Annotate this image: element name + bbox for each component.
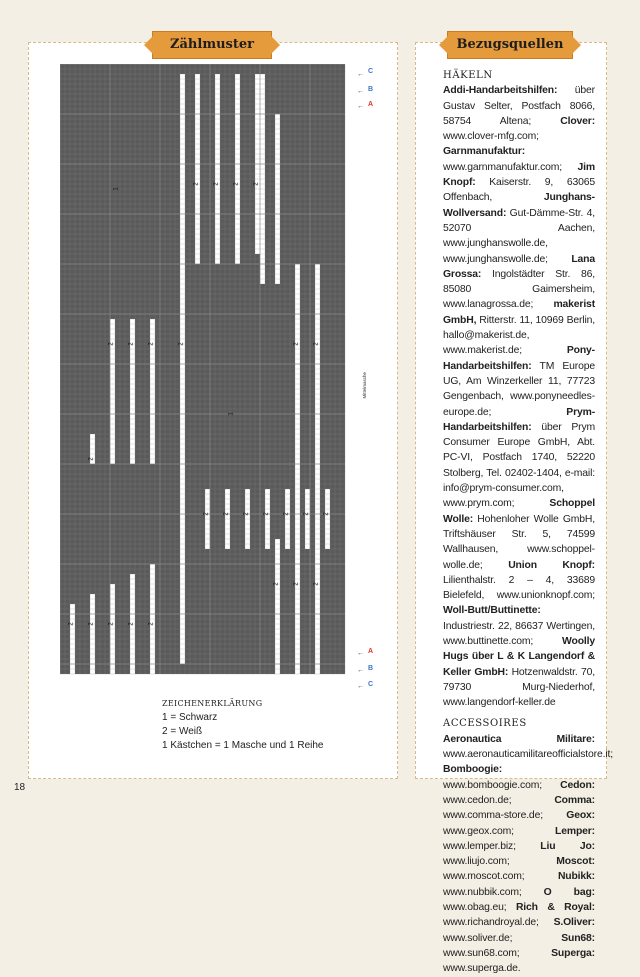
chart-symbol: 2 <box>68 622 75 626</box>
supplier-details: www.sun68.com; <box>443 947 552 959</box>
supplier-name: S.Oliver: <box>553 917 595 929</box>
legend-title: ZEICHENERKLÄRUNG <box>162 699 263 708</box>
chart-symbol: 2 <box>88 622 95 626</box>
supplier-name: Moscot: <box>556 856 595 868</box>
section-body <box>443 83 595 710</box>
row-marker-top-c: C <box>368 68 374 75</box>
supplier-details: Ingolstädter Str. 86, 85080 Gaimersheim, www.lanagrossa.de; <box>443 268 595 311</box>
supplier-name: Schoppel Wolle: <box>443 498 595 525</box>
supplier-name: Rich & Royal: <box>515 902 595 914</box>
supplier-name: Comma: <box>554 794 595 806</box>
row-arrow-icon: ← <box>357 667 364 674</box>
supplier-name: Cedon: <box>560 779 595 791</box>
chart-symbol: 2 <box>108 622 115 626</box>
supplier-name: Superga: <box>551 947 595 959</box>
supplier-name: Addi-Handarbeitshilfen: <box>443 85 558 97</box>
white-stitch-column <box>315 539 320 674</box>
chart-banner: Zählmuster <box>152 31 272 59</box>
supplier-details: Gut-Dämme-Str. 4, 52070 Aachen, www.junghanswolle.de, www.junghanswolle.de; <box>443 207 595 265</box>
middle-stitch-label: Mittelmasche <box>362 372 367 399</box>
supplier-details: www.obag.eu; <box>443 902 516 914</box>
white-stitch-column <box>130 319 135 464</box>
chart-symbol: 2 <box>193 182 200 186</box>
supplier-name: Nubikk: <box>557 871 595 883</box>
chart-symbol: 2 <box>323 512 330 516</box>
supplier-list <box>443 68 613 977</box>
chart-symbol: 2 <box>213 182 220 186</box>
chart-symbol: 2 <box>293 582 300 586</box>
supplier-name: Pony-Handarbeitshilfen: <box>443 345 595 372</box>
page-number: 18 <box>14 782 26 793</box>
supplier-details: www.lemper.biz; <box>443 840 541 852</box>
supplier-details: www.soliver.de; <box>443 932 562 944</box>
chart-symbol: 2 <box>223 512 230 516</box>
supplier-details: www.bomboogie.com; <box>443 779 561 791</box>
chart-symbol: 2 <box>233 182 240 186</box>
supplier-name: Union Knopf: <box>508 559 595 571</box>
row-marker-bottom-b: B <box>368 665 374 672</box>
supplier-name: Woolly Hugs über L & K Langendorf & Keller GmbH: <box>443 635 595 678</box>
supplier-name: Lana Grossa: <box>443 253 595 280</box>
supplier-details: Industriestr. 22, 86637 Wertingen, www.buttinette.com; <box>443 620 595 647</box>
chart-symbol: 2 <box>178 342 185 346</box>
white-stitch-column <box>110 319 115 464</box>
row-arrow-icon: ← <box>357 71 364 78</box>
supplier-details: über Gustav Selter, Postfach 8066, 58754 Altena; <box>443 85 595 127</box>
chart-symbol: 2 <box>253 182 260 186</box>
chart-symbol: 1 <box>113 187 120 191</box>
supplier-details: www.nubbik.com; <box>443 886 544 898</box>
supplier-details: www.aeronauticamilitareofficialstore.it; <box>443 749 613 761</box>
row-marker-bottom-a: A <box>368 648 374 655</box>
white-stitch-column <box>295 539 300 674</box>
supplier-name: makerist GmbH, <box>443 299 595 326</box>
supplier-details: Lilienthalstr. 2 – 4, 33689 Bielefeld, www.unionknopf.com; <box>443 574 595 602</box>
supplier-details: www.moscot.com; <box>443 871 558 883</box>
supplier-name: Sun68: <box>561 932 595 944</box>
legend-line: 2 = Weiß <box>162 726 203 737</box>
supplier-details: Hotzenwaldstr. 70, 79730 Murg-Niederhof, www.langendorf-keller.de <box>443 666 595 709</box>
chart-symbol: 2 <box>128 342 135 346</box>
chart-symbol: 2 <box>313 582 320 586</box>
white-stitch-column <box>275 539 280 674</box>
row-arrow-icon: ← <box>357 683 364 690</box>
supplier-details: www.comma-store.de; <box>443 810 567 822</box>
chart-symbol: 2 <box>243 512 250 516</box>
supplier-details: Ritterstr. 11, 10969 Berlin, hallo@makerist.de, www.makerist.de; <box>443 314 595 357</box>
chart-symbol: 2 <box>313 342 320 346</box>
supplier-details: www.richandroyal.de; <box>443 917 554 929</box>
chart-symbol: 2 <box>128 622 135 626</box>
chart-symbol: 2 <box>263 512 270 516</box>
chart-symbol: 2 <box>88 457 95 461</box>
chart-symbol: 2 <box>273 582 280 586</box>
supplier-details: www.geox.com; <box>443 825 556 837</box>
supplier-details: www.superga.de. <box>443 963 521 975</box>
section-body <box>443 732 613 977</box>
supplier-name: Bomboogie: <box>443 764 503 776</box>
chart-symbol: 2 <box>283 512 290 516</box>
white-stitch-column <box>315 264 320 549</box>
chart-symbol: 2 <box>148 342 155 346</box>
supplier-name: Jim Knopf: <box>443 161 595 189</box>
supplier-name: Clover: <box>560 115 595 127</box>
row-marker-bottom-c: C <box>368 681 374 688</box>
supplier-name: Prym-Handarbeitshilfen: <box>443 406 595 433</box>
supplier-name: Junghans-Wollversand: <box>443 192 595 219</box>
sources-banner: Bezugsquellen <box>447 31 573 59</box>
supplier-details: www.clover-mfg.com; <box>443 131 539 143</box>
supplier-details: Hohenloher Wolle GmbH, Triftshäuser Str. 5, 74599 Wallhausen, www.schoppel-wolle.de; <box>443 513 595 571</box>
chart-symbol: 2 <box>293 342 300 346</box>
legend-line: 1 = Schwarz <box>162 712 218 723</box>
supplier-details: über Prym Consumer Europe GmbH, Abt. PC-VI, Postfach 1740, 52220 Stolberg, Tel. 02402-1404, e-mail: info@prym-consumer.com, www.prym.com; <box>443 421 595 510</box>
supplier-details: www.cedon.de; <box>443 794 555 806</box>
white-stitch-column <box>295 264 300 549</box>
legend-line: 1 Kästchen = 1 Masche und 1 Reihe <box>162 740 324 751</box>
supplier-name: Liu Jo: <box>540 840 595 852</box>
section-heading: ACCESSOIRES <box>443 718 527 730</box>
supplier-name: Woll-Butt/Buttinette: <box>443 605 541 617</box>
chart-symbol: 2 <box>148 622 155 626</box>
row-marker-top-b: B <box>368 86 374 93</box>
supplier-details: Kaiserstr. 9, 63065 Offenbach, <box>443 177 595 204</box>
supplier-details: www.garnmanufaktur.com; <box>443 161 578 173</box>
chart-symbol: 2 <box>303 512 310 516</box>
supplier-name: Geox: <box>566 810 595 822</box>
row-arrow-icon: ← <box>357 650 364 657</box>
supplier-details: www.liujo.com; <box>443 856 557 868</box>
supplier-name: Garnmanufaktur: <box>443 146 526 158</box>
row-marker-top-a: A <box>368 101 374 108</box>
chart-symbol: 2 <box>108 342 115 346</box>
chart-symbol: 2 <box>203 512 210 516</box>
chart-symbol: 1 <box>228 412 235 416</box>
counting-chart <box>60 64 360 690</box>
white-stitch-column <box>150 319 155 464</box>
section-heading: HÄKELN <box>443 70 493 81</box>
legend <box>162 697 324 753</box>
supplier-name: Lemper: <box>555 825 595 837</box>
supplier-name: O bag: <box>543 886 595 898</box>
supplier-name: Aeronautica Militare: <box>443 733 595 745</box>
supplier-details: TM Europe UG, Am Winzerkeller 11, 77723 Gengenbach, www.ponyneedles-europe.de; <box>443 360 595 418</box>
row-arrow-icon: ← <box>357 88 364 95</box>
row-arrow-icon: ← <box>357 103 364 110</box>
